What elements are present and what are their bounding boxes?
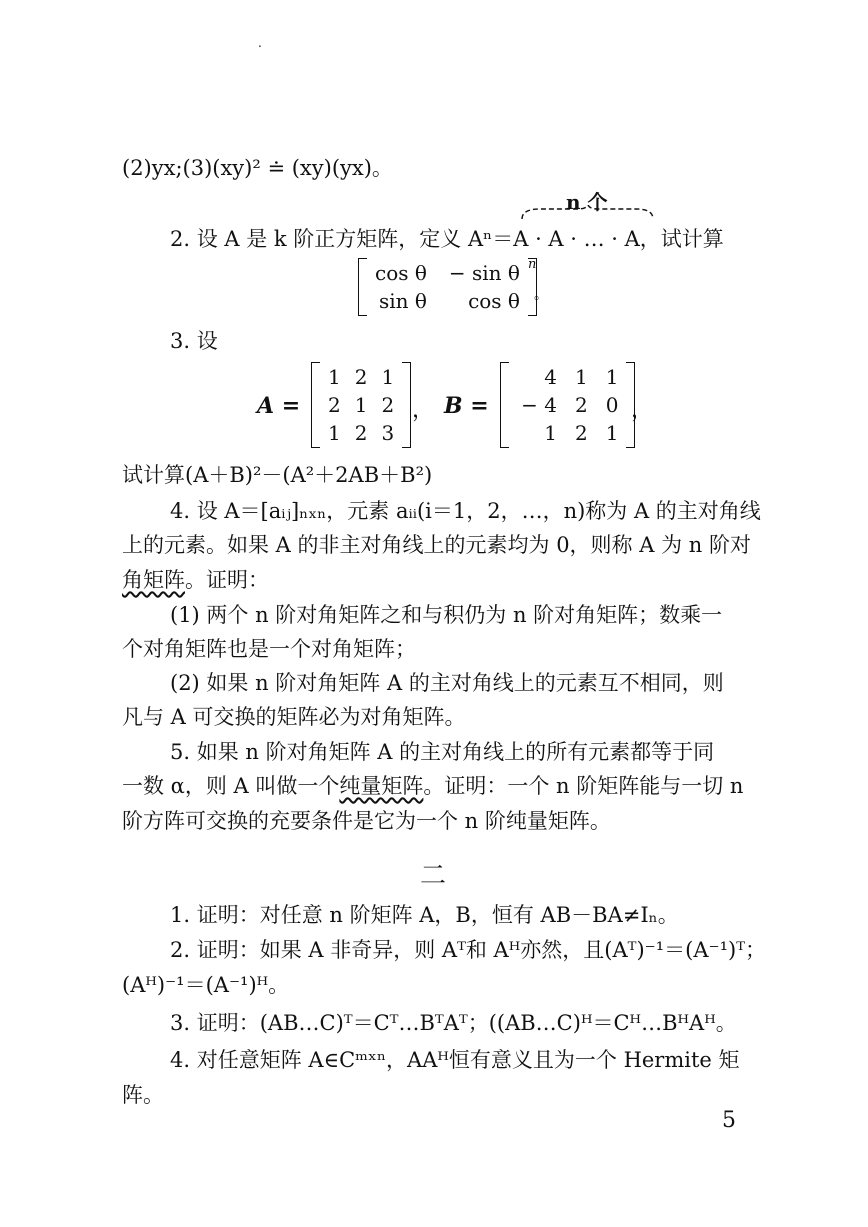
sec2-q2-line1: 2. 证明：如果 A 非奇异，则 Aᵀ和 Aᴴ亦然，且(Aᵀ)⁻¹＝(A⁻¹)ᵀ； xyxy=(170,938,767,962)
matrix-A xyxy=(311,362,411,448)
matrix-B-name: B = xyxy=(444,393,489,419)
ex4-line3-tail: 。证明： xyxy=(185,568,269,592)
sec2-q4-line2: 阵。 xyxy=(122,1083,164,1107)
matrix-entry: 1 xyxy=(381,365,395,389)
matrix-entry: cos θ xyxy=(468,289,520,313)
matrix-entry: 2 xyxy=(354,365,368,389)
matrix-entry: 2 xyxy=(328,393,341,417)
matrix-entry: 2 xyxy=(381,393,395,417)
matrix-entry: 3 xyxy=(381,421,395,445)
rotation-matrix xyxy=(358,258,537,316)
separator: ， xyxy=(412,398,435,423)
ex4-part1-line2: 个对角矩阵也是一个对角矩阵； xyxy=(122,637,416,661)
matrix-B xyxy=(500,362,635,448)
ex5-line2-c: 。证明：一个 n 阶矩阵能与一切 n xyxy=(423,774,744,798)
matrix-B-entries xyxy=(509,363,626,447)
right-bracket xyxy=(402,362,411,448)
left-bracket xyxy=(500,362,509,448)
sec2-q2-line2: (Aᴴ)⁻¹＝(A⁻¹)ᴴ。 xyxy=(122,973,290,997)
matrix-A-name: A = xyxy=(257,393,301,419)
section-title: 二 xyxy=(420,861,447,891)
matrix-entry: 2 xyxy=(575,421,588,445)
ex5-line3: 阶方阵可交换的充要条件是它为一个 n 阶纯量矩阵。 xyxy=(122,809,611,833)
ex4-line3 xyxy=(122,565,269,595)
sec2-q4-line1: 4. 对任意矩阵 A∈Cᵐˣⁿ，AAᴴ恒有意义且为一个 Hermite 矩 xyxy=(170,1048,740,1072)
ex2-statement: 2. 设 A 是 k 阶正方矩阵，定义 Aⁿ＝A · A · … · A，试计算 xyxy=(170,227,724,251)
matrix-power: n xyxy=(528,257,537,272)
matrix-entry: 1 xyxy=(575,365,588,389)
matrix-entry: cos θ xyxy=(375,261,427,285)
header-mark: . xyxy=(258,36,262,50)
matrix-entry: 1 xyxy=(328,421,341,445)
ex4-part1-line1: (1) 两个 n 阶对角矩阵之和与积仍为 n 阶对角矩阵；数乘一 xyxy=(170,603,723,627)
matrix-entry: 1 xyxy=(354,393,368,417)
matrix-entry: 1 xyxy=(328,365,341,389)
ex3-label: 3. 设 xyxy=(170,329,218,353)
formula-line-top: (2)yx;(3)(xy)² ≐ (xy)(yx)。 xyxy=(122,156,393,180)
matrix-entry: sin θ xyxy=(378,289,427,313)
rotation-matrix-entries xyxy=(367,259,528,315)
matrix-entry: 4 xyxy=(544,365,557,389)
ex4-part2-line1: (2) 如果 n 阶对角矩阵 A 的主对角线上的元素互不相同，则 xyxy=(170,671,724,695)
sec2-q3: 3. 证明：(AB…C)ᵀ＝Cᵀ…BᵀAᵀ；((AB…C)ᴴ＝Cᴴ…BᴴAᴴ。 xyxy=(170,1011,737,1035)
left-bracket xyxy=(358,258,367,316)
matrix-entry: 2 xyxy=(575,393,588,417)
matrix-entry: 1 xyxy=(544,421,557,445)
matrix-entry: 0 xyxy=(605,393,619,417)
left-bracket xyxy=(311,362,320,448)
underbrace-label: n 个 xyxy=(566,190,608,214)
ex5-line2-a: 一数 α，则 A 叫做一个 xyxy=(122,774,340,798)
ex4-line1: 4. 设 A＝[aᵢⱼ]ₙₓₙ，元素 aᵢᵢ(i＝1，2，…，n)称为 A 的主对角线 xyxy=(170,499,761,523)
ex4-part2-line2: 凡与 A 可交换的矩阵必为对角矩阵。 xyxy=(122,705,466,729)
overbrace-icon xyxy=(520,205,655,221)
matrix-entry: − sin θ xyxy=(448,261,520,285)
sec2-q1: 1. 证明：对任意 n 阶矩阵 A，B，恒有 AB－BA≠Iₙ。 xyxy=(170,903,679,927)
page-number: 5 xyxy=(722,1108,736,1133)
matrix-entry: 1 xyxy=(605,421,619,445)
ex5-line1: 5. 如果 n 阶对角矩阵 A 的主对角线上的所有元素都等于同 xyxy=(170,740,715,764)
matrix-entry: − 4 xyxy=(521,393,557,417)
matrix-A-entries xyxy=(320,363,402,447)
ex5-line2 xyxy=(122,771,743,801)
ex2-tail: 。 xyxy=(534,287,548,303)
matrix-entry: 1 xyxy=(605,365,619,389)
ex3-compute: 试计算(A＋B)²－(A²＋2AB＋B²) xyxy=(122,463,433,487)
comma: ， xyxy=(631,398,654,423)
term-diagonal-matrix: 角矩阵 xyxy=(122,568,185,592)
ex4-line2: 上的元素。如果 A 的非主对角线上的元素均为 0，则称 A 为 n 阶对 xyxy=(122,533,751,557)
term-scalar-matrix: 纯量矩阵 xyxy=(339,774,424,798)
matrix-entry: 2 xyxy=(354,421,368,445)
